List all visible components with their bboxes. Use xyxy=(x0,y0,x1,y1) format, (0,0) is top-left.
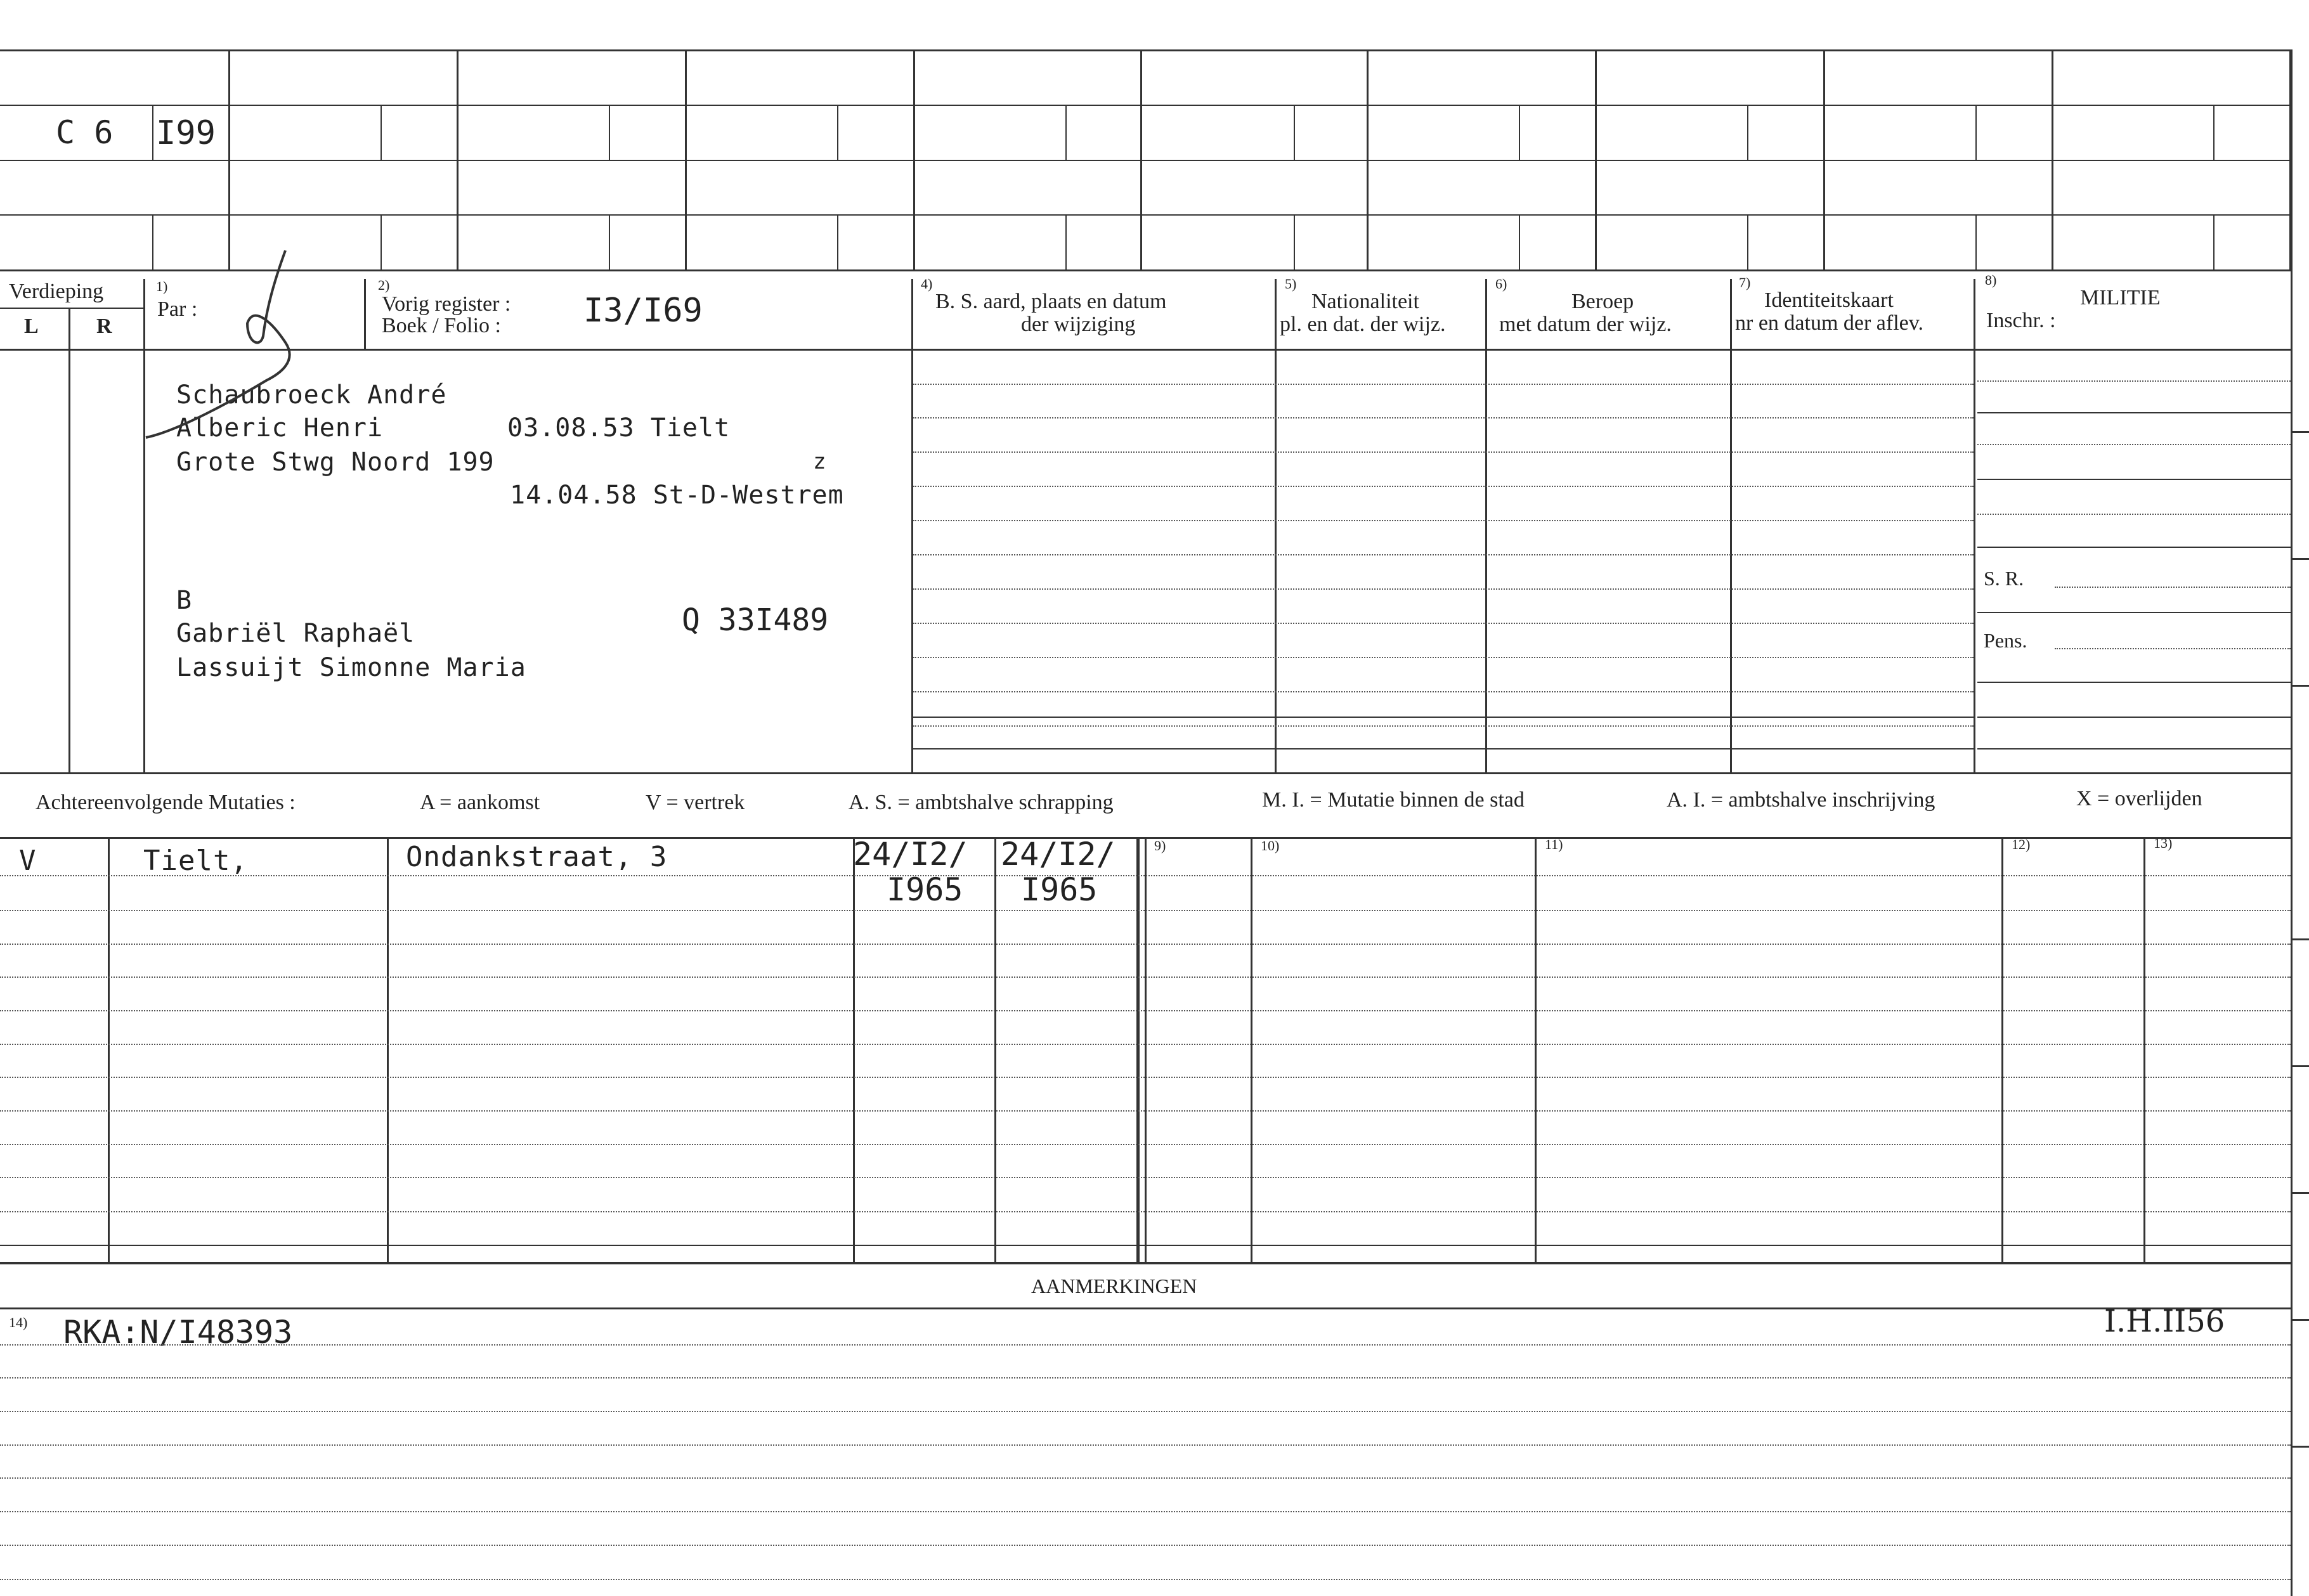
legend-ai: A. I. = ambtshalve inschrijving xyxy=(1667,788,1935,812)
col13-number: 13) xyxy=(2154,835,2173,851)
legend-title: Achtereenvolgende Mutaties : xyxy=(36,791,296,814)
col6-header-1: Beroep xyxy=(1571,290,1634,313)
col4-header-1: B. S. aard, plaats en datum xyxy=(935,290,1167,313)
verdieping-l: L xyxy=(24,315,39,338)
col2-number: 2) xyxy=(378,277,390,293)
mutation-date-1-year: I965 xyxy=(887,871,963,908)
father-name: Gabriël Raphaël xyxy=(176,619,415,648)
col7-number: 7) xyxy=(1739,275,1751,290)
col10-number: 10) xyxy=(1261,838,1280,853)
col9-number: 9) xyxy=(1154,838,1166,853)
col5-number: 5) xyxy=(1285,276,1297,292)
person-address: Grote Stwg Noord 199 xyxy=(176,448,495,477)
verdieping-r: R xyxy=(96,315,112,338)
col4-number: 4) xyxy=(921,276,933,292)
birth-date-place: 03.08.53 Tielt xyxy=(507,413,731,443)
inschr-label: Inschr. : xyxy=(1986,309,2056,332)
mutation-date-1: 24/I2/ xyxy=(853,836,968,873)
vorig-register-label: Vorig register : xyxy=(382,292,511,316)
par-label: Par : xyxy=(157,297,198,321)
grid-number: I99 xyxy=(156,114,216,152)
legend-as: A. S. = ambtshalve schrapping xyxy=(849,791,1114,814)
vorig-register-value: I3/I69 xyxy=(583,292,703,330)
col7-header-2: nr en datum der aflev. xyxy=(1735,311,1924,335)
pens-label: Pens. xyxy=(1984,629,2027,652)
id-reference: Q 33I489 xyxy=(682,602,829,638)
mutation-date-2-year: I965 xyxy=(1021,871,1098,908)
col4-header-2: der wijziging xyxy=(1021,313,1136,336)
person-letter: B xyxy=(176,586,193,615)
col6-number: 6) xyxy=(1495,276,1507,292)
mutation-date-2: 24/I2/ xyxy=(1001,836,1115,873)
legend-mi: M. I. = Mutatie binnen de stad xyxy=(1262,788,1525,812)
verdieping-label: Verdieping xyxy=(9,280,104,303)
col12-number: 12) xyxy=(2012,836,2031,852)
mother-name: Lassuijt Simonne Maria xyxy=(176,653,526,682)
strike-mark xyxy=(140,247,304,450)
col7-header-1: Identiteitskaart xyxy=(1764,289,1894,312)
remarks-code: I.H.II56 xyxy=(2104,1304,2225,1339)
boek-folio-label: Boek / Folio : xyxy=(382,314,501,337)
col5-header-2: pl. en dat. der wijz. xyxy=(1280,313,1446,336)
remarks-title: AANMERKINGEN xyxy=(1031,1275,1197,1297)
remarks-value: RKA:N/I48393 xyxy=(63,1314,293,1351)
militie-header: MILITIE xyxy=(2080,286,2161,309)
legend-v: V = vertrek xyxy=(646,791,745,814)
address-mark: z xyxy=(813,449,827,474)
col11-number: 11) xyxy=(1545,836,1563,852)
date-place-2: 14.04.58 St-D-Westrem xyxy=(510,481,844,510)
grid-code: C 6 xyxy=(56,114,114,151)
mutation-type: V xyxy=(19,845,37,877)
remarks-number: 14) xyxy=(9,1314,28,1330)
col5-header-1: Nationaliteit xyxy=(1311,290,1419,313)
legend-a: A = aankomst xyxy=(420,791,540,814)
mutation-address: Ondankstraat, 3 xyxy=(406,841,668,873)
sr-label: S. R. xyxy=(1984,567,2024,590)
col1-number: 1) xyxy=(156,278,168,294)
mutation-place: Tielt, xyxy=(143,845,248,877)
col8-number: 8) xyxy=(1985,272,1997,288)
person-first-names: Alberic Henri xyxy=(176,413,384,443)
person-name: Schaubroeck André xyxy=(176,380,447,410)
col6-header-2: met datum der wijz. xyxy=(1499,313,1672,336)
legend-x: X = overlijden xyxy=(2076,787,2202,810)
